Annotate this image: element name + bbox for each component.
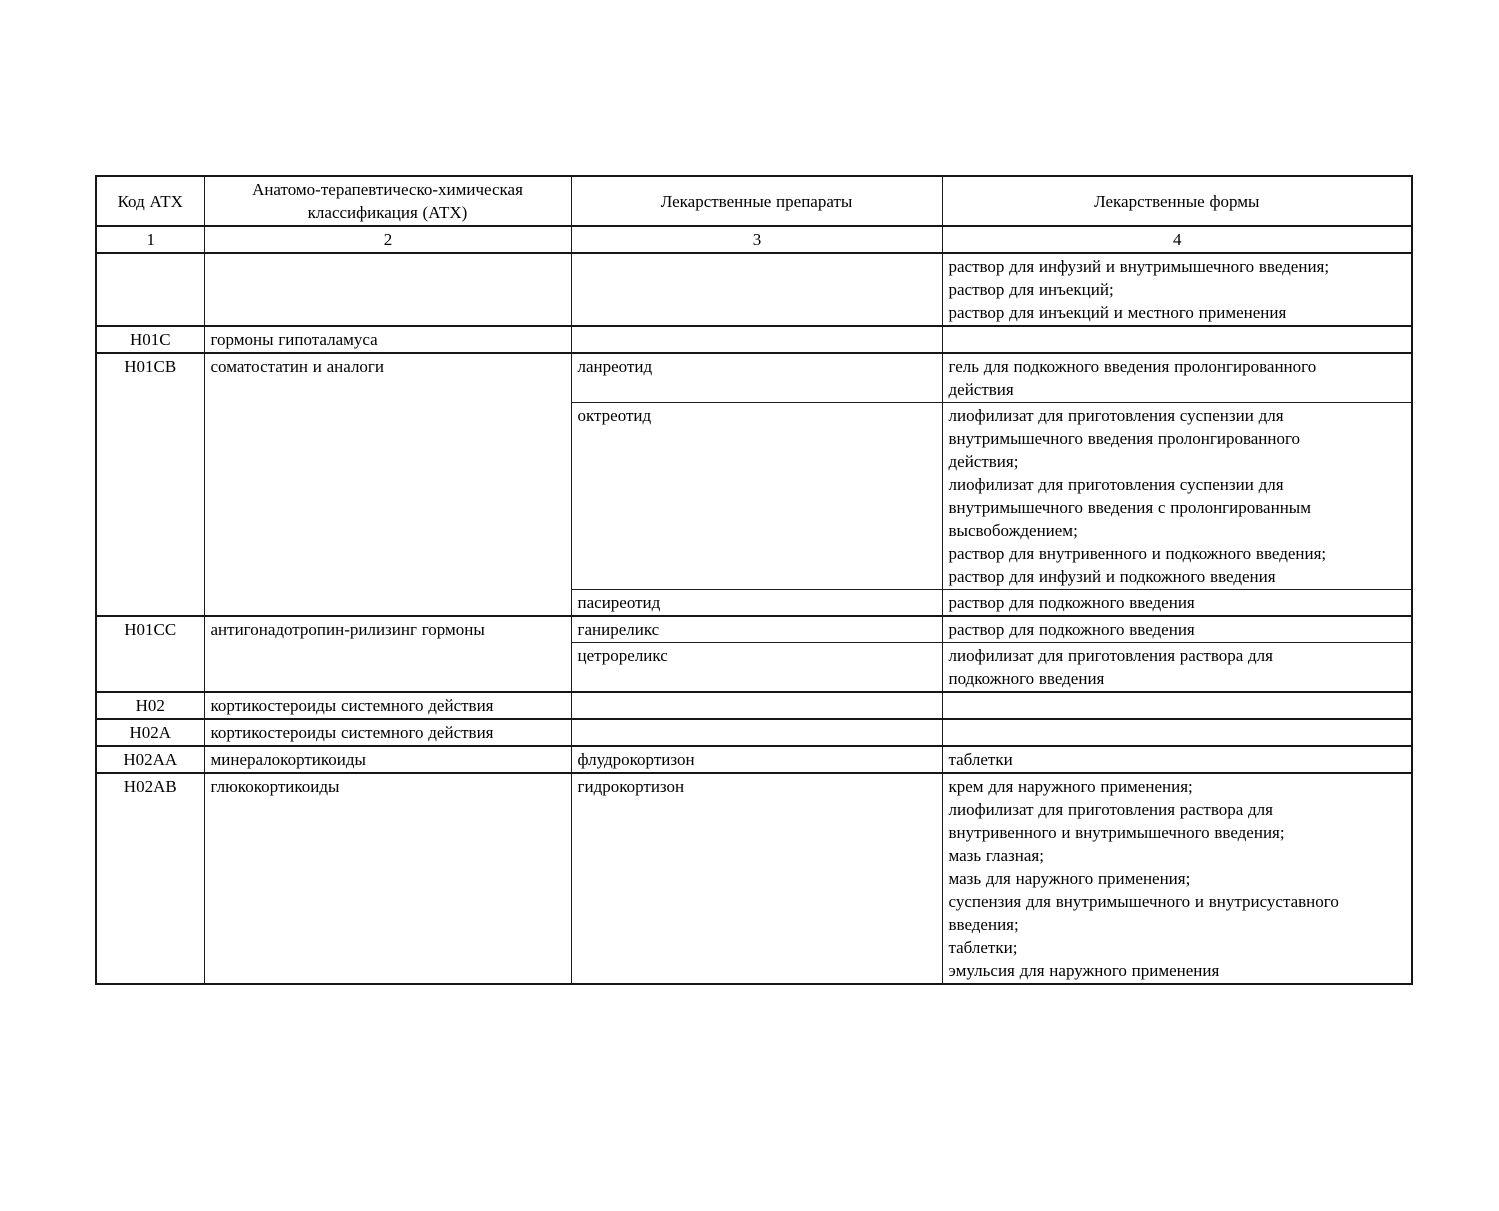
table-header-row (96, 176, 1412, 226)
classification-cell: гормоны гипоталамуса (204, 326, 571, 353)
table-row (96, 616, 1412, 643)
classification-cell: кортикостероиды системного действия (204, 719, 571, 746)
atc-code-cell: H01CB (96, 353, 204, 616)
drug-name-cell: октреотид (571, 403, 942, 590)
dosage-form-entry: раствор для подкожного введения (948, 593, 1195, 612)
dosage-forms-cell (942, 253, 1412, 326)
dosage-form-entry: лиофилизат для приготовления раствора для подкожного введения (948, 646, 1273, 688)
dosage-form-entry: раствор для инфузий и внутримышечного введения; (948, 257, 1330, 276)
table-row (96, 692, 1412, 719)
dosage-form-entry: лиофилизат для приготовления суспензии для внутримышечного введения с пролонгированным высвобождением; (948, 475, 1311, 540)
dosage-form-entry: эмульсия для наружного применения (948, 961, 1220, 980)
drug-name-cell (571, 326, 942, 353)
atc-code-cell: H02AB (96, 773, 204, 984)
dosage-forms-cell (942, 616, 1412, 643)
classification-cell: антигонадотропин-рилизинг гормоны (204, 616, 571, 692)
table-row (96, 719, 1412, 746)
dosage-form-entry: гель для подкожного введения пролонгированного действия (948, 357, 1317, 399)
dosage-forms-cell (942, 326, 1412, 353)
drug-name-cell (571, 253, 942, 326)
dosage-form-entry: суспензия для внутримышечного и внутрисуставного введения; (948, 892, 1339, 934)
atc-code-cell: H02AA (96, 746, 204, 773)
atc-table-body (96, 176, 1412, 984)
drug-name-cell (571, 692, 942, 719)
drug-name-cell: флудрокортизон (571, 746, 942, 773)
atc-code-cell: H02 (96, 692, 204, 719)
dosage-form-entry: мазь для наружного применения; (948, 869, 1191, 888)
dosage-forms-cell (942, 692, 1412, 719)
dosage-form-entry: таблетки (948, 750, 1013, 769)
classification-cell: минералокортикоиды (204, 746, 571, 773)
atc-code-cell: H02A (96, 719, 204, 746)
dosage-forms-cell (942, 719, 1412, 746)
dosage-forms-cell (942, 590, 1412, 617)
column-numbers-row (96, 226, 1412, 253)
dosage-forms-cell (942, 353, 1412, 403)
dosage-form-entry: крем для наружного применения; (948, 777, 1193, 796)
classification-cell (204, 253, 571, 326)
dosage-form-entry: таблетки; (948, 938, 1018, 957)
dosage-forms-cell (942, 746, 1412, 773)
dosage-form-entry: раствор для инъекций; (948, 280, 1114, 299)
dosage-form-entry: лиофилизат для приготовления суспензии для внутримышечного введения пролонгированного действия; (948, 406, 1301, 471)
atc-classification-table (95, 175, 1413, 985)
table-row (96, 326, 1412, 353)
drug-name-cell (571, 719, 942, 746)
drug-name-cell: гидрокортизон (571, 773, 942, 984)
dosage-forms-cell (942, 643, 1412, 693)
column-number-1: 1 (96, 226, 204, 253)
header-cell-2: Анатомо-терапевтическо-химическая классификация (АТХ) (204, 176, 571, 226)
dosage-form-entry: лиофилизат для приготовления раствора для внутривенного и внутримышечного введения; (948, 800, 1285, 842)
drug-name-cell: ганиреликс (571, 616, 942, 643)
column-number-2: 2 (204, 226, 571, 253)
classification-cell: глюкокортикоиды (204, 773, 571, 984)
dosage-form-entry: мазь глазная; (948, 846, 1044, 865)
table-row (96, 253, 1412, 326)
atc-code-cell: H01C (96, 326, 204, 353)
dosage-forms-cell (942, 773, 1412, 984)
classification-cell: кортикостероиды системного действия (204, 692, 571, 719)
column-number-4: 4 (942, 226, 1412, 253)
header-cell-1: Код АТХ (96, 176, 204, 226)
header-cell-4: Лекарственные формы (942, 176, 1412, 226)
dosage-forms-cell (942, 403, 1412, 590)
table-row (96, 746, 1412, 773)
drug-name-cell: цетрореликс (571, 643, 942, 693)
drug-name-cell: пасиреотид (571, 590, 942, 617)
atc-code-cell (96, 253, 204, 326)
column-number-3: 3 (571, 226, 942, 253)
dosage-form-entry: раствор для инъекций и местного применения (948, 303, 1287, 322)
drug-name-cell: ланреотид (571, 353, 942, 403)
dosage-form-entry: раствор для подкожного введения (948, 620, 1195, 639)
atc-code-cell: H01CC (96, 616, 204, 692)
table-row (96, 353, 1412, 403)
dosage-form-entry: раствор для внутривенного и подкожного введения; (948, 544, 1327, 563)
classification-cell: соматостатин и аналоги (204, 353, 571, 616)
table-row (96, 773, 1412, 984)
header-cell-3: Лекарственные препараты (571, 176, 942, 226)
dosage-form-entry: раствор для инфузий и подкожного введения (948, 567, 1276, 586)
